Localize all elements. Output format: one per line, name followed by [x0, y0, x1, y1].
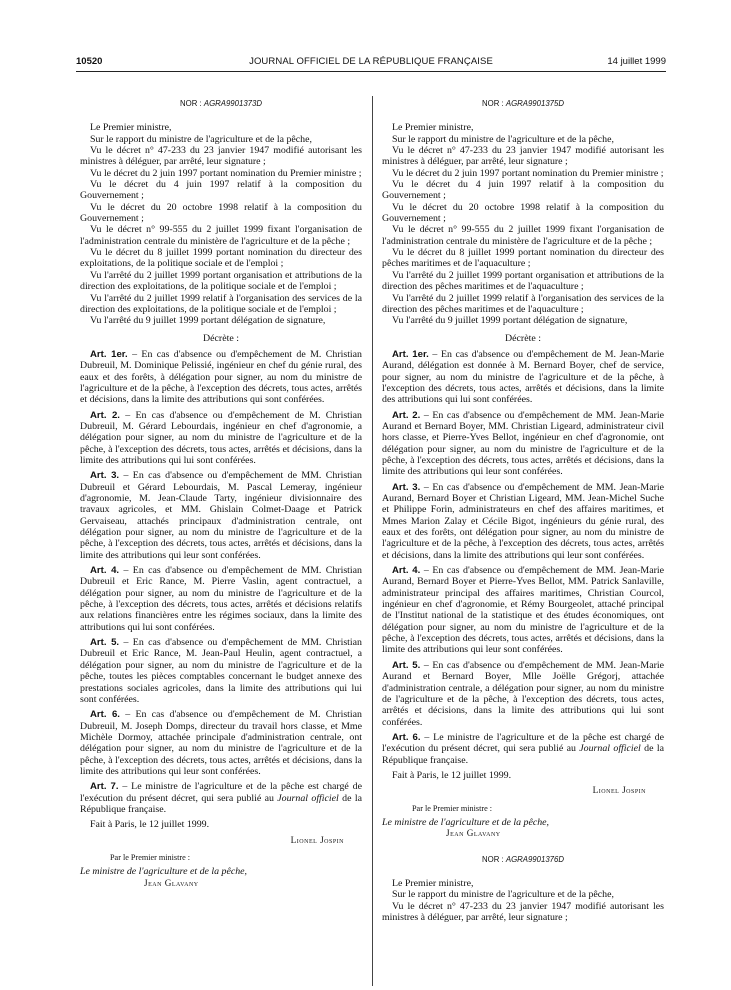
done-at: Fait à Paris, le 12 juillet 1999.: [392, 769, 512, 781]
nor-reference: [80, 98, 362, 109]
preamble-line: Vu l'arrêté du 2 juillet 1999 relatif à l'organisation des services de la direction des pêches maritimes et de l'aquaculture ;: [382, 292, 664, 315]
preamble-line: Vu le décret du 20 octobre 1998 relatif à la composition du Gouvernement ;: [80, 201, 362, 225]
article-text: de la République française.: [80, 792, 362, 815]
preamble-line: Vu le décret n° 47-233 du 23 janvier 1947 modifié autorisant les ministres à déléguer, par arrêté, leur signature ;: [382, 145, 664, 168]
minister-title: Le ministre de l'agriculture et de la pêche,: [80, 866, 248, 878]
preamble-line: Vu le décret du 4 juin 1997 relatif à la composition du Gouvernement ;: [80, 179, 362, 202]
preamble-line: Vu le décret du 8 juillet 1999 portant nomination du directeur des pêches maritimes et de l'aquaculture ;: [382, 247, 664, 270]
article-text: – En cas d'absence ou d'empêchement de MM. Jean-Marie Aurand et Bernard Boyer, Mlle Joëlle Grégorj, attachée d'administration centrale, a délégation pour signer, au nom du ministre de l'agriculture et de la pêche, à l'exception des décrets, tous actes, arrêtés et décisions, dans la limite des attributions qui lui sont conférées.: [382, 659, 664, 728]
article: [382, 660, 664, 728]
article-label: Art. 7.: [90, 781, 119, 793]
nor-reference: [382, 98, 664, 109]
issue-date: 14 juillet 1999: [607, 56, 666, 67]
article: [382, 349, 664, 406]
article-label: Art. 3.: [392, 481, 421, 493]
minister-name: Jean Glavany: [144, 877, 199, 888]
article-text: – En cas d'absence ou d'empêchement de MM. Christian Dubreuil et Eric Rance, M. Pierre Vaslin, agent contractuel, a délégation pour signer, au nom du ministre de l'agriculture et de la pêche, à l'exception des décrets, tous actes, arrêtés et décisions relatifs aux relations financières entre les régimes sociaux, dans la limite des attributions qui lui sont conférées.: [80, 565, 362, 633]
article-label: Art. 1er.: [90, 348, 128, 360]
by-prime-minister: Par le Premier ministre :: [412, 803, 493, 813]
article: [382, 482, 664, 561]
preamble-line: Vu l'arrêté du 2 juillet 1999 relatif à l'organisation des services de la direction des exploitations, de la politique sociale et de l'emploi ;: [80, 292, 362, 315]
article-label: Art. 2.: [90, 409, 120, 421]
article-text: – En cas d'absence ou d'empêchement de MM. Jean-Marie Aurand, Bernard Boyer et Christian Ligeard, MM. Jean-Michel Suche et Philippe Forin, administrateurs en chef des affaires maritimes, et Mmes Marion Zalay et Cécile Bigot, ingénieurs du génie rural, des eaux et des forêts, ont délégation pour signer, au nom du ministre de l'agriculture et de la pêche, à l'exception des décrets, tous actes, arrêtés et décisions, dans la limite des attributions qui leur sont conférées.: [382, 481, 664, 561]
preamble-line: Vu le décret du 4 juin 1997 relatif à la composition du Gouvernement ;: [382, 179, 664, 202]
by-prime-minister: Par le Premier ministre :: [110, 852, 191, 862]
article-label: Art. 2.: [392, 409, 421, 421]
article: [382, 565, 664, 656]
preamble-line: Vu le décret n° 99-555 du 2 juillet 1999 fixant l'organisation de l'administration centrale du ministère de l'agriculture et de la pêche ;: [382, 224, 664, 247]
journal-officiel-text: Journal officiel: [277, 792, 339, 804]
preamble-line: Vu le décret du 2 juin 1997 portant nomination du Premier ministre ;: [90, 167, 362, 179]
article-text: de la République française.: [382, 743, 664, 766]
preamble-line: Vu le décret n° 99-555 du 2 juillet 1999 fixant l'organisation de l'administration centrale du ministère de l'agriculture et de la pêche ;: [80, 224, 362, 247]
article: [80, 781, 362, 815]
preamble-line: Vu le décret du 8 juillet 1999 portant nomination du directeur des exploitations, de la politique sociale et de l'emploi ;: [80, 247, 362, 270]
decree-separator: [382, 840, 664, 854]
article-text: – En cas d'absence ou d'empêchement de MM. Jean-Marie Aurand et Bernard Boyer, MM. Christian Ligeard, administrateur civil hors classe, et Pierre-Yves Bellot, ingénieur en chef d'agronomie, ont délégation pour signer, au nom du ministre de l'agriculture et de la pêche, à l'exception des décrets, tous actes, arrêtés et décisions, dans la limite des attributions qui leur sont conférées.: [382, 409, 664, 478]
article-text: – En cas d'absence ou d'empêchement de M. Christian Dubreuil, M. Joseph Domps, directeur du travail hors classe, et Mme Michèle Dormoy, attachée principale d'administration centrale, ont délégation pour signer, au nom du ministre de l'agriculture et de la pêche, à l'exception des décrets, tous actes, arrêtés et décisions, dans la limite des attributions qui leur sont conférées.: [80, 709, 362, 777]
preamble-line: Le Premier ministre,: [90, 122, 172, 134]
article: [80, 410, 362, 467]
article: [80, 637, 362, 705]
preamble-line: Vu l'arrêté du 9 juillet 1999 portant délégation de signature,: [392, 315, 628, 327]
nor-label: NOR :: [180, 99, 202, 108]
article-label: Art. 6.: [90, 709, 120, 721]
preamble-line: Vu le décret du 20 octobre 1998 relatif à la composition du Gouvernement ;: [382, 201, 664, 225]
header-rule: [76, 71, 666, 72]
nor-code: AGRA9901375D: [505, 99, 564, 108]
preamble-line: Sur le rapport du ministre de l'agriculture et de la pêche,: [392, 889, 614, 901]
article-text: – En cas d'absence ou d'empêchement de MM. Jean-Marie Aurand, Bernard Boyer et Pierre-Yves Bellot, MM. Patrick Sanlaville, administrateur principal des affaires maritimes, Christian Courcol, ingénieur en chef d'agronomie, et Rémy Bourgeolet, attaché principal de l'Institut national de la statistique et des études économiques, ont délégation pour signer, au nom du ministre de l'agriculture et de la pêche, à l'exception des décrets, tous actes, arrêtés et décisions, dans la limite des attributions qui leur sont conférées.: [382, 565, 664, 656]
article-text: – En cas d'absence ou d'empêchement de M. Christian Dubreuil, M. Gérard Lebourdais, ingénieur en chef d'agronomie, a délégation pour signer, au nom du ministre de l'agriculture et de la pêche, à l'exception des décrets, tous actes, arrêtés et décisions, dans la limite des attributions qui lui sont conférées.: [80, 409, 362, 466]
article-label: Art. 5.: [90, 637, 120, 649]
article: [80, 565, 362, 633]
preamble-line: Le Premier ministre,: [392, 877, 474, 889]
preamble-line: Vu l'arrêté du 9 juillet 1999 portant délégation de signature,: [90, 315, 326, 327]
preamble-line: Vu le décret n° 47-233 du 23 janvier 1947 modifié autorisant les ministres à déléguer, par arrêté, leur signature ;: [382, 900, 664, 923]
article: [382, 410, 664, 478]
nor-label: NOR :: [482, 854, 504, 864]
journal-title: JOURNAL OFFICIEL DE LA RÉPUBLIQUE FRANÇAISE: [249, 56, 493, 67]
article-text: – Le ministre de l'agriculture et de la pêche est chargé de l'exécution du présent décret, qui sera publié au: [382, 731, 664, 755]
preamble-line: Le Premier ministre,: [392, 122, 474, 134]
decrete-heading: Décrète :: [505, 332, 541, 344]
preamble-line: Sur le rapport du ministre de l'agriculture et de la pêche,: [90, 133, 312, 145]
preamble-line: Sur le rapport du ministre de l'agriculture et de la pêche,: [392, 133, 614, 145]
left-column: [80, 98, 362, 889]
signatory: Lionel Jospin: [592, 785, 646, 796]
column-divider: [372, 96, 373, 986]
page-header: [76, 56, 666, 70]
nor-code: AGRA9901373D: [203, 99, 262, 108]
article-label: Art. 4.: [392, 565, 421, 577]
article: [80, 709, 362, 777]
article-text: – Le ministre de l'agriculture et de la pêche est chargé de l'exécution du présent décret, qui sera publié au: [80, 781, 362, 804]
right-column: [382, 98, 664, 923]
article-label: Art. 5.: [392, 659, 421, 671]
article-label: Art. 3.: [90, 470, 120, 482]
nor-reference: [382, 854, 664, 865]
article: [80, 349, 362, 406]
nor-code: AGRA9901376D: [505, 854, 564, 864]
article-label: Art. 4.: [90, 565, 120, 577]
article-label: Art. 1er.: [392, 348, 429, 360]
article: [80, 470, 362, 561]
done-at: Fait à Paris, le 12 juillet 1999.: [90, 819, 210, 831]
article-text: – En cas d'absence ou d'empêchement de MM. Christian Dubreuil et Gérard Lebourdais, M. Pascal Lemeray, ingénieur d'agronomie, M. Jean-Claude Tarty, ingénieur divisionnaire des travaux agricoles, et MM. Ghislain Colmet-Daage et Patrick Gervaiseau, attachés principaux d'administration centrale, ont délégation pour signer, au nom du ministre de l'agriculture et de la pêche, à l'exception des décrets, tous actes, arrêtés et décisions, dans la limite des attributions qui leur sont conférées.: [80, 470, 362, 561]
minister-title: Le ministre de l'agriculture et de la pêche,: [382, 816, 550, 828]
journal-officiel-text: Journal officiel: [579, 743, 641, 755]
article-label: Art. 6.: [392, 731, 421, 743]
preamble-line: Vu le décret n° 47-233 du 23 janvier 1947 modifié autorisant les ministres à déléguer, par arrêté, leur signature ;: [80, 145, 362, 168]
minister-name: Jean Glavany: [446, 828, 501, 839]
article-text: – En cas d'absence ou d'empêchement de M. Christian Dubreuil, M. Dominique Pelissié, ingénieur en chef du génie rural, des eaux et des forêts, à délégation pour signer, au nom du ministre de l'agriculture et de la pêche, à l'exception des décrets, tous actes, arrêtés et décisions, dans la limite des attributions qui sont conférées.: [80, 348, 362, 406]
article-text: – En cas d'absence ou d'empêchement de MM. Christian Dubreuil et Eric Rance, M. Jean-Paul Heulin, agent contractuel, a délégation pour signer, au nom du ministre de l'agriculture et de la pêche, toutes les pièces comptables concernant le budget annexe des prestations sociales agricoles, dans la limite des attributions qui lui sont conférées.: [80, 637, 362, 705]
preamble-line: Vu l'arrêté du 2 juillet 1999 portant organisation et attributions de la direction des exploitations, de la politique sociale et de l'emploi ;: [80, 269, 362, 293]
page-number: 10520: [76, 56, 103, 67]
signatory: Lionel Jospin: [290, 834, 344, 845]
nor-label: NOR :: [482, 99, 504, 108]
decrete-heading: Décrète :: [203, 332, 239, 344]
preamble-line: Vu l'arrêté du 2 juillet 1999 portant organisation et attributions de la direction des pêches maritimes et de l'aquaculture ;: [382, 269, 664, 293]
article: [382, 732, 664, 766]
article-text: – En cas d'absence ou d'empêchement de M. Jean-Marie Aurand, délégation est donnée à M. Bernard Boyer, chef de service, pour signer, au nom du ministre de l'agriculture et de la pêche, à l'exception des décrets, tous actes, arrêtés et décisions, dans la limite des attributions qui lui sont conférées.: [382, 348, 664, 406]
preamble-line: Vu le décret du 2 juin 1997 portant nomination du Premier ministre ;: [392, 167, 664, 179]
